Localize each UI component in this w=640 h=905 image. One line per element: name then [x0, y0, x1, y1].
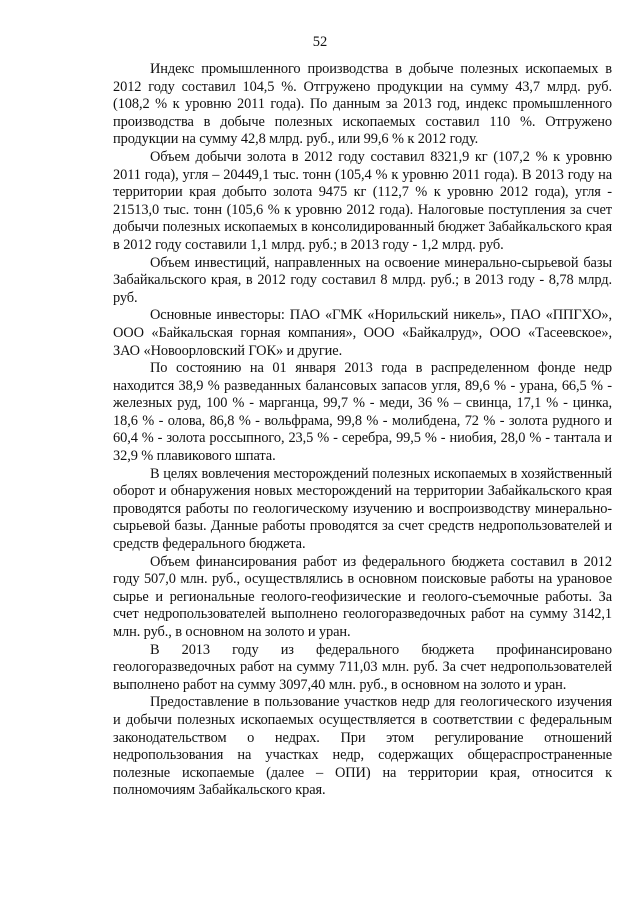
- page-number: 52: [312, 34, 328, 50]
- paragraph: Индекс промышленного производства в добыче полезных ископаемых в 2012 году составил 104,5 %. Отгружено продукции на сумму 43,7 млрд. руб. (108,2 % к уровню 2011 года). По данным за 2013 год, индекс промышленного производства в добыче полезных ископаемых составил 110 %. Отгружено продукции на сумму 42,8 млрд. руб., или 99,6 % к 2012 году.: [113, 61, 612, 148]
- paragraph: Основные инвесторы: ПАО «ГМК «Норильский никель», ПАО «ППГХО», ООО «Байкальская горная компания», ООО «Байкалруд», ООО «Тасеевское», ЗАО «Новоорловский ГОК» и другие.: [113, 307, 612, 359]
- paragraph: По состоянию на 01 января 2013 года в распределенном фонде недр находится 38,9 % разведанных балансовых запасов угля, 89,6 % - урана, 66,5 % - железных руд, 100 % - марганца, 99,7 % - меди, 36 % – свинца, 17,1 % - цинка, 18,6 % - олова, 86,8 % - вольфрама, 99,8 % - молибдена, 72 % - золота рудного и 60,4 % - золота россыпного, 23,5 % - серебра, 99,5 % - ниобия, 28,0 % - тантала и 32,9 % плавикового шпата.: [113, 360, 612, 465]
- paragraph: В целях вовлечения месторождений полезных ископаемых в хозяйственный оборот и обнаружения новых месторождений на территории Забайкальского края проводятся работы по геологическому изучению и воспроизводству минерально-сырьевой базы. Данные работы проводятся за счет средств недропользователей и средств федерального бюджета.: [113, 465, 612, 553]
- paragraph: Предоставление в пользование участков недр для геологического изучения и добычи полезных ископаемых осуществляется в соответствии с федеральным законодательством о недрах. При этом регулирование отношений недропользования на участках недр, содержащих общераспространенные полезные ископаемые (далее – ОПИ) на территории края, относится к полномочиям Забайкальского края.: [113, 694, 612, 799]
- paragraph: Объем финансирования работ из федерального бюджета составил в 2012 году 507,0 млн. руб., осуществлялись в основном поисковые работы на урановое сырье и региональные геолого-геофизические и геолого-съемочные работы. За счет недропользователей выполнено геологоразведочных работ на сумму 3142,1 млн. руб., в основном на золото и уран.: [113, 553, 612, 640]
- paragraph: Объем инвестиций, направленных на освоение минерально-сырьевой базы Забайкальского края, в 2012 году составил 8 млрд. руб.; в 2013 году - 8,78 млрд. руб.: [113, 254, 612, 306]
- paragraph: В 2013 году из федерального бюджета профинансировано геологоразведочных работ на сумму 711,03 млн. руб. За счет недропользователей выполнено работ на сумму 3097,40 млн. руб., в основном на золото и уран.: [113, 641, 612, 693]
- body-text: [113, 61, 612, 800]
- paragraph: Объем добычи золота в 2012 году составил 8321,9 кг (107,2 % к уровню 2011 года), угля – 20449,1 тыс. тонн (105,4 % к уровню 2011 года). В 2013 году на территории края добыто золота 9475 кг (112,7 % к уровню 2012 года), угля - 21513,0 тыс. тонн (105,6 % к уровню 2012 года). Налоговые поступления за счет добычи полезных ископаемых в консолидированный бюджет Забайкальского края в 2012 году составили 1,1 млрд. руб.; в 2013 году - 1,2 млрд. руб.: [113, 148, 612, 253]
